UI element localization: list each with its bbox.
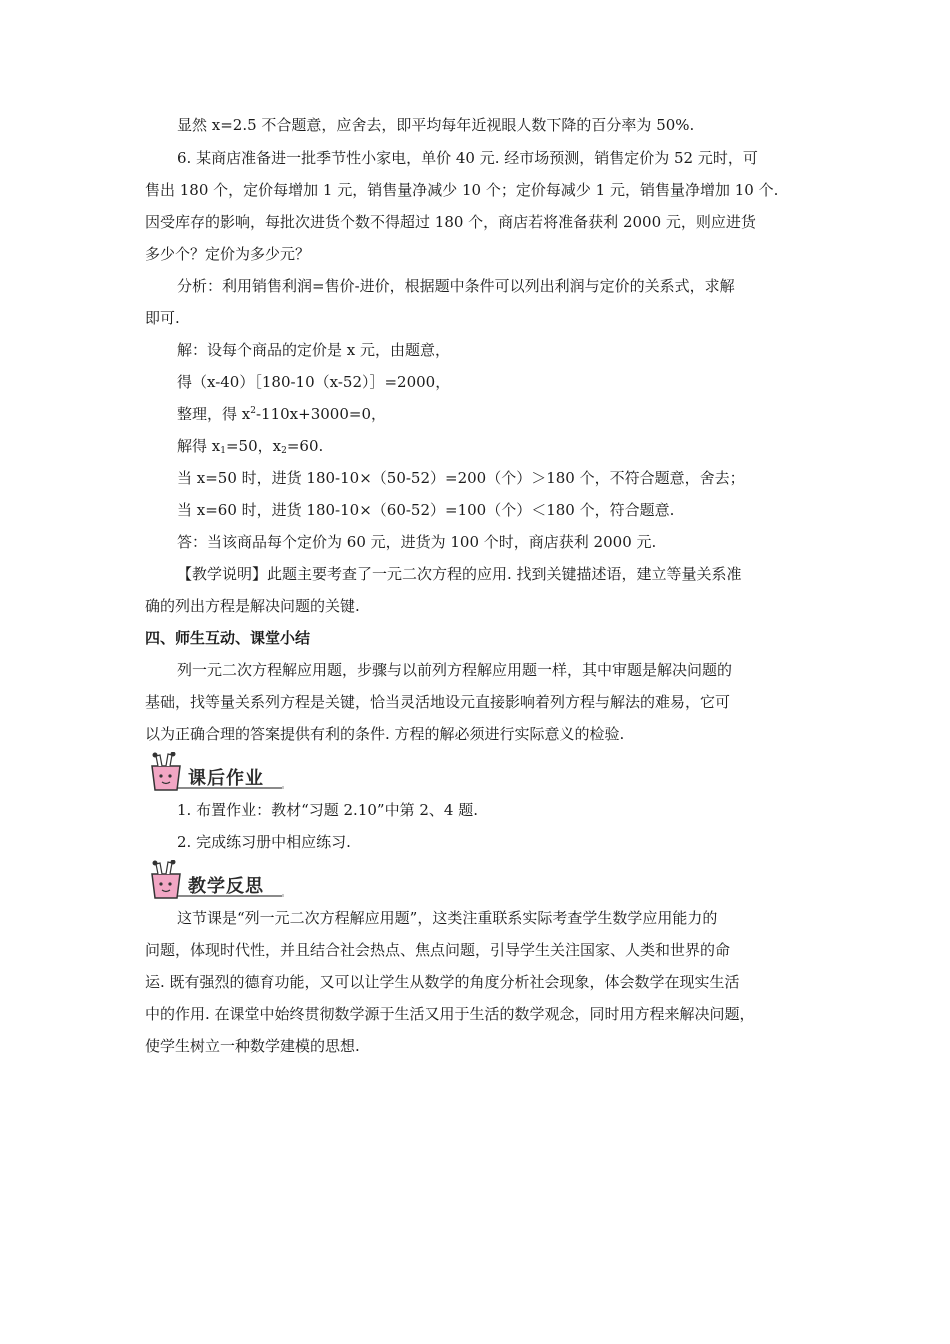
solution-line: 解：设每个商品的定价是 x 元，由题意， [177,341,450,359]
homework-item: 2. 完成练习册中相应练习. [177,833,351,851]
pencil-cup-mascot-icon [146,752,194,794]
text-line: 因受库存的影响，每批次进货个数不得超过 180 个，商店若将准备获利 2000 元，则应进货 [145,213,756,231]
homework-item: 1. 布置作业：教材“习题 2.10”中第 2、4 题. [177,801,478,819]
reflection-badge-label: 教学反思 [188,876,264,897]
equation-line: 解得 $x_1=50$，$x_2=60$. [177,437,324,456]
text-line: 以为正确合理的答案提供有利的条件. 方程的解必须进行实际意义的检验. [145,725,625,743]
text-line: 多少个？定价为多少元？ [145,245,311,263]
text-line: 问题，体现时代性，并且结合社会热点、焦点问题，引导学生关注国家、人类和世界的命 [145,941,731,959]
equation-line: 整理，得 $x^2-110x+3000=0$， [177,405,386,423]
text-line: 确的列出方程是解决问题的关键. [145,597,360,615]
reflection-line: 这节课是“列一元二次方程解应用题”，这类注重联系实际考查学生数学应用能力的 [177,909,718,927]
text-line: 使学生树立一种数学建模的思想. [145,1037,360,1055]
text-line: 售出 180 个，定价每增加 1 元，销售量净减少 10 个；定价每减少 1 元，销售量净增加 10 个. [145,181,779,199]
analysis-line: 分析：利用销售利润=售价-进价，根据题中条件可以列出利润与定价的关系式，求解 [177,277,735,295]
teaching-note-line: 【教学说明】此题主要考查了一元二次方程的应用. 找到关键描述语，建立等量关系准 [177,565,742,583]
text-line: 中的作用. 在课堂中始终贯彻数学源于生活又用于生活的数学观念，同时用方程来解决问题， [145,1005,755,1023]
text-line: 当 x=50 时，进货 180-10×（50-52）=200（个）＞180 个，不符合题意，舍去； [177,469,745,487]
section-heading: 四、师生互动、课堂小结 [145,629,311,647]
pencil-cup-mascot-icon [146,860,194,902]
answer-line: 答：当该商品每个定价为 60 元，进货为 100 个时，商店获利 2000 元. [177,533,657,551]
text-line: 即可. [145,309,180,327]
reflection-badge [146,860,286,900]
equation-line: 得（x-40）［180-10（x-52）］=2000， [177,373,451,391]
homework-badge [146,752,286,792]
text-line: 运. 既有强烈的德育功能，又可以让学生从数学的角度分析社会现象，体会数学在现实生活 [145,973,740,991]
homework-badge-label: 课后作业 [188,768,264,789]
text-line: 基础，找等量关系列方程是关键，恰当灵活地设元直接影响着列方程与解法的难易，它可 [145,693,731,711]
summary-line: 列一元二次方程解应用题，步骤与以前列方程解应用题一样，其中审题是解决问题的 [177,661,733,679]
text-line: 当 x=60 时，进货 180-10×（60-52）=100（个）＜180 个，符合题意. [177,501,675,519]
problem-6-line: 6. 某商店准备进一批季节性小家电，单价 40 元. 经市场预测，销售定价为 52 元时，可 [177,149,758,167]
text-line: 显然 x=2.5 不合题意，应舍去，即平均每年近视眼人数下降的百分率为 50%. [177,116,695,134]
